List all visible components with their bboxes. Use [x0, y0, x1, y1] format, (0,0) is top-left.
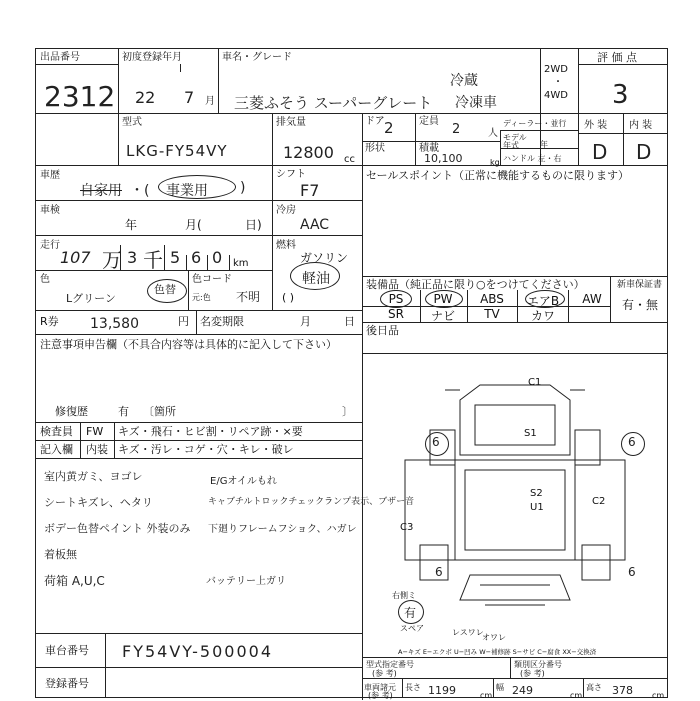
mileage-sep	[229, 255, 230, 270]
divider	[35, 235, 362, 236]
length-value: 1199	[428, 684, 456, 697]
recycle-value: 13,580	[90, 316, 139, 332]
chassis-value: FY54VY-500004	[122, 642, 274, 661]
divider	[35, 165, 668, 166]
displacement-label: 排気量	[276, 117, 306, 128]
diagram-mark-6a: 6	[432, 435, 440, 449]
checklist-line2: キズ・汚レ・コゲ・穴・キレ・破レ	[118, 443, 294, 456]
interior-value: D	[636, 140, 652, 164]
equip-aw: AW	[582, 292, 602, 306]
divider	[272, 113, 273, 165]
divider	[35, 113, 668, 114]
color-label: 色	[40, 274, 50, 285]
divider	[35, 334, 362, 335]
mileage-unit: km	[233, 258, 249, 269]
divider	[35, 633, 362, 634]
mileage-digit-6: 0	[212, 248, 223, 267]
width-label: 幅	[496, 683, 504, 692]
equip-abs: ABS	[480, 292, 504, 306]
shift-label: シフト	[276, 169, 306, 180]
diagram-mark-u1: U1	[530, 502, 544, 513]
interior-label: 内 装	[629, 120, 653, 131]
divider	[35, 200, 362, 201]
inspection-year-unit: 年	[125, 218, 138, 232]
inspector-label: 検査員	[40, 425, 73, 438]
note-right-1: E/Gオイルもれ	[210, 476, 277, 487]
handle-label: ハンドル 左・右	[503, 154, 562, 163]
repair-value: 有	[118, 405, 129, 418]
divider	[623, 113, 624, 165]
divider	[80, 422, 81, 458]
entry-label: 記入欄	[40, 443, 73, 456]
usage-business-circle	[158, 175, 236, 199]
divider	[35, 667, 362, 668]
classification-ref: (参 考)	[520, 669, 545, 678]
note-right-5: バッテリー上ガリ	[206, 576, 286, 587]
diagram-mark-c3: C3	[400, 522, 414, 533]
divider	[362, 306, 610, 307]
diagram-circle	[425, 432, 449, 456]
car-name-value: 三菱ふそう スーパーグレート	[234, 94, 433, 112]
car-name-label: 車名・グレード	[222, 52, 292, 63]
divider	[218, 48, 219, 113]
diagram-note-spare: スペア	[400, 624, 424, 633]
height-label: 高さ	[586, 683, 602, 692]
drive-dot: ・	[553, 77, 563, 88]
divider	[420, 290, 421, 322]
mileage-sep	[186, 255, 187, 270]
note-left-1: 室内黄ガミ、ヨゴレ	[44, 470, 143, 483]
usage-business: 事業用	[166, 183, 208, 199]
usage-private: 自家用	[80, 183, 122, 199]
equip-airbag: エアB	[526, 294, 560, 308]
exterior-value: D	[592, 140, 608, 164]
drive-4wd: 4WD	[544, 90, 568, 101]
displacement-unit: cc	[344, 154, 355, 165]
divider	[188, 270, 189, 310]
notice-label: 注意事項申告欄（不具合内容等は具体的に記入して下さい）	[40, 338, 337, 351]
color-changed: 色替	[154, 283, 176, 296]
divider	[362, 322, 668, 323]
body-note-line2: 冷凍車	[455, 95, 497, 111]
divider	[35, 64, 118, 65]
color-code-label: 色コード	[192, 274, 232, 285]
dealer-label: ディーラー・並行	[503, 119, 567, 128]
divider	[578, 48, 579, 165]
diagram-mark-6b: 6	[628, 435, 636, 449]
shape-label: 形状	[365, 143, 385, 154]
height-unit: cm	[652, 691, 665, 700]
diagram-note-crack: オワレ	[482, 633, 506, 642]
length-label: 長さ	[405, 683, 421, 692]
mileage-sep	[164, 245, 165, 270]
divider	[610, 276, 611, 322]
mileage-digit-2: 3	[127, 248, 138, 267]
note-left-5: 荷箱 A,U,C	[44, 574, 105, 588]
warranty-label: 新車保証書	[617, 280, 663, 290]
divider	[467, 290, 468, 322]
divider	[578, 64, 668, 65]
sales-point-label: セールスポイント（正常に機能するものに限ります）	[366, 169, 630, 182]
color-changed-circle	[147, 279, 187, 303]
divider	[35, 458, 362, 459]
divider	[493, 678, 494, 698]
divider	[362, 276, 668, 277]
lot-label: 出品番号	[40, 52, 80, 63]
lot-number: 2312	[44, 80, 116, 113]
diagram-mark-6c: 6	[435, 565, 443, 579]
rating-label: 評 価 点	[597, 51, 637, 64]
mileage-digit-4: 5	[170, 248, 181, 267]
model-spec-ref: (参 考)	[372, 669, 397, 678]
exterior-label: 外 装	[584, 120, 608, 131]
mileage-label: 走行	[40, 240, 60, 251]
equip-tv: TV	[484, 307, 500, 321]
width-value: 249	[512, 684, 533, 697]
load-label: 積載	[419, 143, 439, 154]
load-value: 10,100	[424, 152, 463, 165]
note-right-2: キャブチルトロックチェックランプ表示、ブザー音	[208, 497, 415, 507]
mileage-digit-1: 万	[102, 248, 122, 272]
first-reg-label: 初度登録年月	[122, 52, 182, 63]
divider	[578, 133, 668, 134]
first-reg-month: 7	[184, 88, 195, 107]
divider	[196, 310, 197, 334]
divider	[180, 64, 181, 72]
model-spec-label: 型式指定番号	[366, 660, 414, 669]
fuel-label: 燃料	[276, 240, 296, 251]
doors-value: 2	[384, 119, 394, 137]
rear-item-label: 後日品	[366, 324, 399, 337]
capacity-label: 定員	[419, 116, 439, 127]
repair-label: 修復歴	[55, 405, 88, 418]
divider	[362, 113, 363, 165]
diagram-mark-6d: 6	[628, 565, 636, 579]
model-year-label: モデル年式	[503, 133, 527, 150]
divider	[568, 290, 569, 322]
note-left-4: 着板無	[44, 548, 77, 561]
diagram-note-yes-circle	[398, 600, 424, 624]
width-unit: cm	[570, 691, 583, 700]
mileage-digit-5: 6	[191, 248, 202, 267]
capacity-unit: 人	[488, 128, 498, 139]
equip-navi: ナビ	[430, 309, 455, 323]
name-change-label: 名変期限	[200, 315, 244, 328]
divider	[362, 141, 500, 142]
repair-place: 〔箇所	[143, 405, 176, 418]
diagram-circle	[621, 432, 645, 456]
repair-close: 〕	[342, 405, 353, 418]
note-left-3: ボデー色替ペイント 外装のみ	[44, 522, 191, 535]
length-unit: cm	[480, 691, 493, 700]
displacement-value: 12800	[283, 143, 334, 162]
body-note-line1: 冷蔵	[450, 73, 478, 89]
equip-pw: PW	[433, 292, 453, 306]
diagram-note-lens: レスワレ	[452, 628, 484, 637]
classification-label: 類別区分番号	[514, 660, 562, 669]
load-unit: kg	[490, 158, 500, 167]
color-code-value: 不明	[236, 290, 261, 304]
diagram-mark-s2: S2	[530, 488, 543, 499]
fuel-gasoline: ガソリン	[300, 251, 349, 265]
divider	[415, 141, 416, 165]
model-year-unit: 年	[540, 140, 548, 149]
mileage-digit-3: 千	[143, 248, 163, 272]
fuel-diesel: 軽油	[302, 271, 330, 287]
aircon-value: AAC	[300, 217, 330, 233]
diagram-note-right-side: 右側ミ	[392, 591, 416, 600]
divider	[500, 130, 578, 131]
chassis-label: 車台番号	[45, 644, 89, 657]
divider	[118, 48, 119, 165]
inspector-value: FW	[86, 425, 104, 438]
height-value: 378	[612, 684, 633, 697]
mileage-sep	[207, 255, 208, 270]
mileage-sep	[120, 245, 121, 270]
divider	[510, 657, 511, 678]
capacity-value: 2	[452, 122, 461, 137]
mileage-digit-0: 107	[60, 248, 91, 267]
drive-2wd: 2WD	[544, 64, 568, 75]
divider	[35, 422, 362, 423]
equipment-label: 装備品（純正品に限り○をつけてください）	[366, 278, 585, 291]
month-unit: 月	[205, 96, 215, 107]
aircon-label: 冷房	[276, 205, 296, 216]
divider	[362, 165, 363, 700]
diagram-mark-s1: S1	[524, 428, 537, 439]
rating-value: 3	[612, 80, 629, 110]
inspection-day-label: 日)	[245, 218, 262, 232]
reg-number-label: 登録番号	[45, 677, 89, 690]
recycle-unit: 円	[178, 315, 189, 328]
color-code-prefix: 元:色	[192, 293, 211, 302]
vehicle-size-label: 車両諸元	[364, 683, 396, 692]
equip-sr: SR	[388, 307, 404, 321]
divider	[583, 678, 584, 698]
divider	[35, 440, 362, 441]
note-left-2: シートキズレ、ヘタリ	[44, 496, 153, 509]
shift-value: F7	[300, 181, 320, 200]
vehicle-size-ref: (参 考)	[368, 691, 393, 700]
divider	[35, 310, 362, 311]
checklist-line1: キズ・飛石・ヒビ割・リペア跡・×要	[118, 425, 303, 438]
usage-label: 車歴	[40, 170, 60, 181]
divider	[105, 633, 106, 698]
color-value: Lグリーン	[66, 292, 116, 305]
usage-dot: ・(	[130, 183, 150, 199]
name-change-day: 日	[344, 315, 355, 328]
recycle-label: R券	[40, 315, 59, 328]
model-value: LKG-FY54VY	[126, 142, 228, 160]
equip-leather: カワ	[530, 309, 555, 323]
divider	[415, 113, 416, 141]
diagram-mark-c1: C1	[528, 377, 542, 388]
first-reg-year: 22	[135, 88, 156, 107]
divider	[272, 165, 273, 310]
divider	[517, 290, 518, 322]
doors-label: ドア	[365, 116, 385, 127]
diagram-mark-c2: C2	[592, 496, 606, 507]
equip-ps: PS	[388, 292, 404, 306]
name-change-month: 月	[300, 315, 311, 328]
inspection-label: 車検	[40, 205, 60, 216]
divider	[402, 678, 403, 698]
fuel-paren: ( )	[282, 291, 295, 304]
note-right-3: 下廻りフレームフショク、ハガレ	[208, 524, 357, 535]
model-label: 型式	[122, 117, 142, 128]
inspection-month-label: 月(	[185, 218, 202, 232]
divider	[362, 657, 668, 658]
divider	[362, 353, 668, 354]
divider	[362, 678, 668, 679]
fuel-diesel-circle	[290, 262, 340, 290]
entry-interior: 内装	[86, 443, 108, 456]
divider	[114, 422, 115, 458]
usage-close: )	[240, 180, 246, 196]
warranty-value: 有・無	[622, 298, 659, 312]
diagram-note-yes: 有	[404, 606, 417, 620]
legend-text: A−キズ E−エクボ U−凹み W−補修跡 S−サビ C−腐食 XX−交換済	[398, 648, 597, 656]
